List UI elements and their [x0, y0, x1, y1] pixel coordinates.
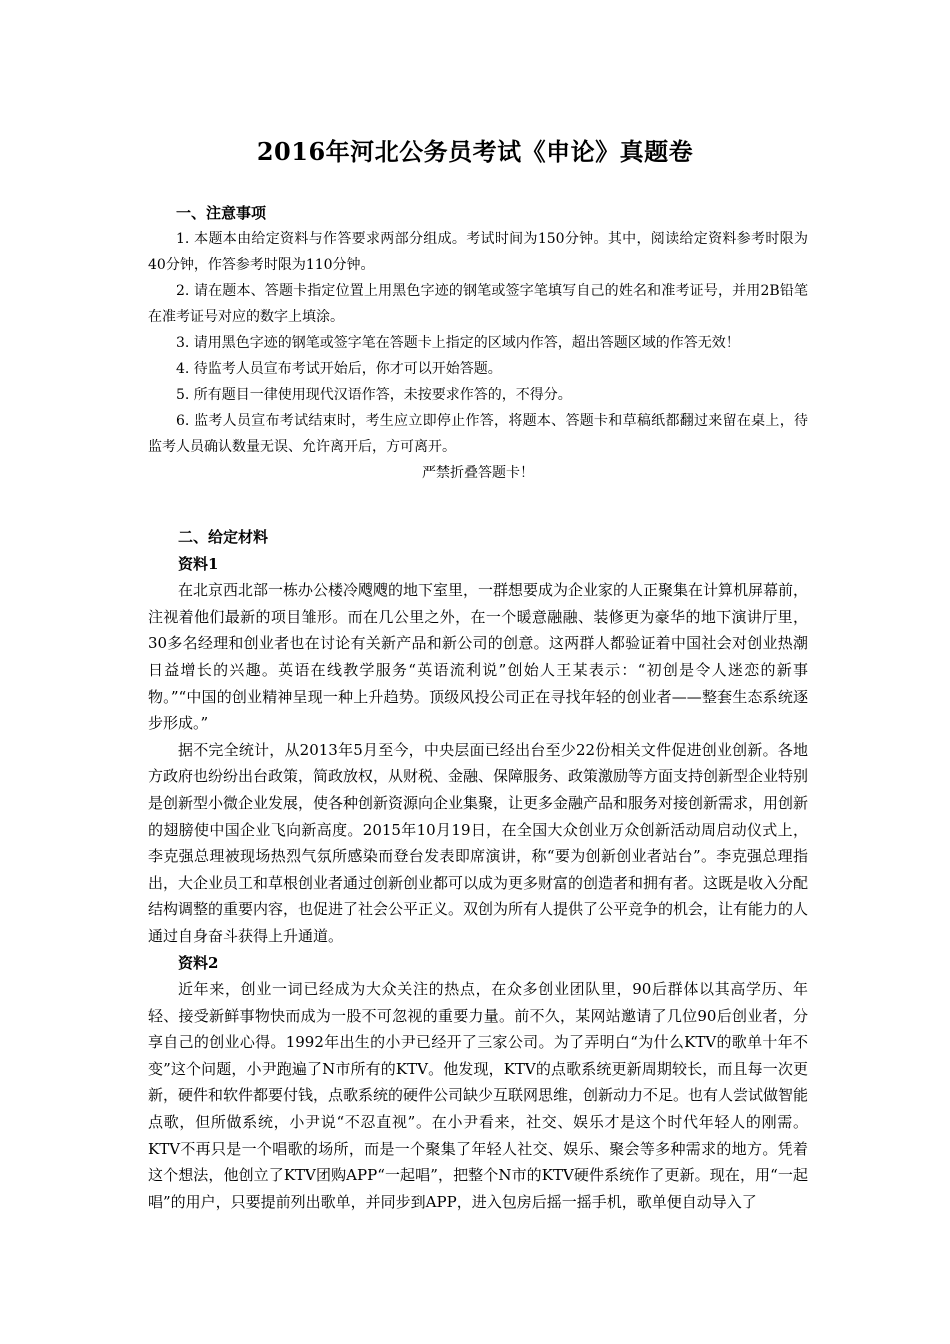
- notice-item: 4. 待监考人员宣布考试开始后，你才可以开始答题。: [176, 361, 502, 377]
- notice-item: 3. 请用黑色字迹的钢笔或签字笔在答题卡上指定的区域内作答，超出答题区域的作答无效！: [176, 335, 740, 351]
- notice-warning: 严禁折叠答题卡！: [422, 465, 534, 481]
- materials-section: [148, 524, 808, 1215]
- material-2-label: 资料2: [178, 953, 219, 972]
- notice-item: 5. 所有题目一律使用现代汉语作答，未按要求作答的，不得分。: [176, 387, 572, 403]
- materials-heading: 二、给定材料: [178, 528, 269, 546]
- material-paragraph: 近年来，创业一词已经成为大众关注的热点，在众多创业团队里，90后群体以其高学历、年轻、接受新鲜事物快而成为一股不可忽视的重要力量。前不久，某网站邀请了几位90后创业者，分享自己的创业心得。1992年出生的小尹已经开了三家公司。为了弄明白“为什么KTV的歌单十年不变”这个问题，小尹跑遍了N市所有的KTV。他发现，KTV的点歌系统更新周期较长，而且每一次更新，硬件和软件都要付钱，点歌系统的硬件公司缺少互联网思维，创新动力不足。也有人尝试做智能点歌，但所做系统，小尹说“不忍直视”。在小尹看来，社交、娱乐才是这个时代年轻人的刚需。KTV不再只是一个唱歌的场所，而是一个聚集了年轻人社交、娱乐、聚会等多种需求的地方。凭着这个想法，他创立了KTV团购APP“一起唱”，把整个N市的KTV硬件系统作了更新。现在，用“一起唱”的用户，只要提前列出歌单，并同步到APP，进入包房后摇一摇手机，歌单便自动导入了: [148, 980, 809, 1211]
- notice-heading: 一、注意事项: [176, 204, 267, 222]
- material-1-label: 资料1: [178, 554, 219, 573]
- notice-item: 1. 本题本由给定资料与作答要求两部分组成。考试时间为150分钟。其中，阅读给定资料参考时限为40分钟，作答参考时限为110分钟。: [148, 231, 808, 273]
- material-paragraph: 在北京西北部一栋办公楼冷飕飕的地下室里，一群想要成为企业家的人正聚集在计算机屏幕前，注视着他们最新的项目雏形。而在几公里之外，在一个暖意融融、装修更为豪华的地下演讲厅里，30多名经理和创业者也在讨论有关新产品和新公司的创意。这两群人都验证着中国社会对创业热潮日益增长的兴趣。英语在线教学服务“英语流利说”创始人王某表示：“初创是令人迷恋的新事物。”“中国的创业精神呈现一种上升趋势。顶级风投公司正在寻找年轻的创业者——整套生态系统逐步形成。”: [148, 581, 809, 733]
- page-title: 2016年河北公务员考试《申论》真题卷: [256, 137, 694, 166]
- notice-section: [148, 200, 808, 486]
- material-paragraph: 据不完全统计，从2013年5月至今，中央层面已经出台至少22份相关文件促进创业创新。各地方政府也纷纷出台政策，简政放权，从财税、金融、保障服务、政策激励等方面支持创新型企业特别是创新型小微企业发展，使各种创新资源向企业集聚，让更多金融产品和服务对接创新需求，用创新的翅膀使中国企业飞向新高度。2015年10月19日，在全国大众创业万众创新活动周启动仪式上，李克强总理被现场热烈气氛所感染而登台发表即席演讲，称“要为创新创业者站台”。李克强总理指出，大企业员工和草根创业者通过创新创业都可以成为更多财富的创造者和拥有者。这既是收入分配结构调整的重要内容，也促进了社会公平正义。双创为所有人提供了公平竞争的机会，让有能力的人通过自身奋斗获得上升通道。: [148, 740, 809, 945]
- notice-item: 6. 监考人员宣布考试结束时，考生应立即停止作答，将题本、答题卡和草稿纸都翻过来留在桌上，待监考人员确认数量无误、允许离开后，方可离开。: [148, 413, 808, 455]
- notice-item: 2. 请在题本、答题卡指定位置上用黑色字迹的钢笔或签字笔填写自己的姓名和准考证号，并用2B铅笔在准考证号对应的数字上填涂。: [148, 283, 808, 325]
